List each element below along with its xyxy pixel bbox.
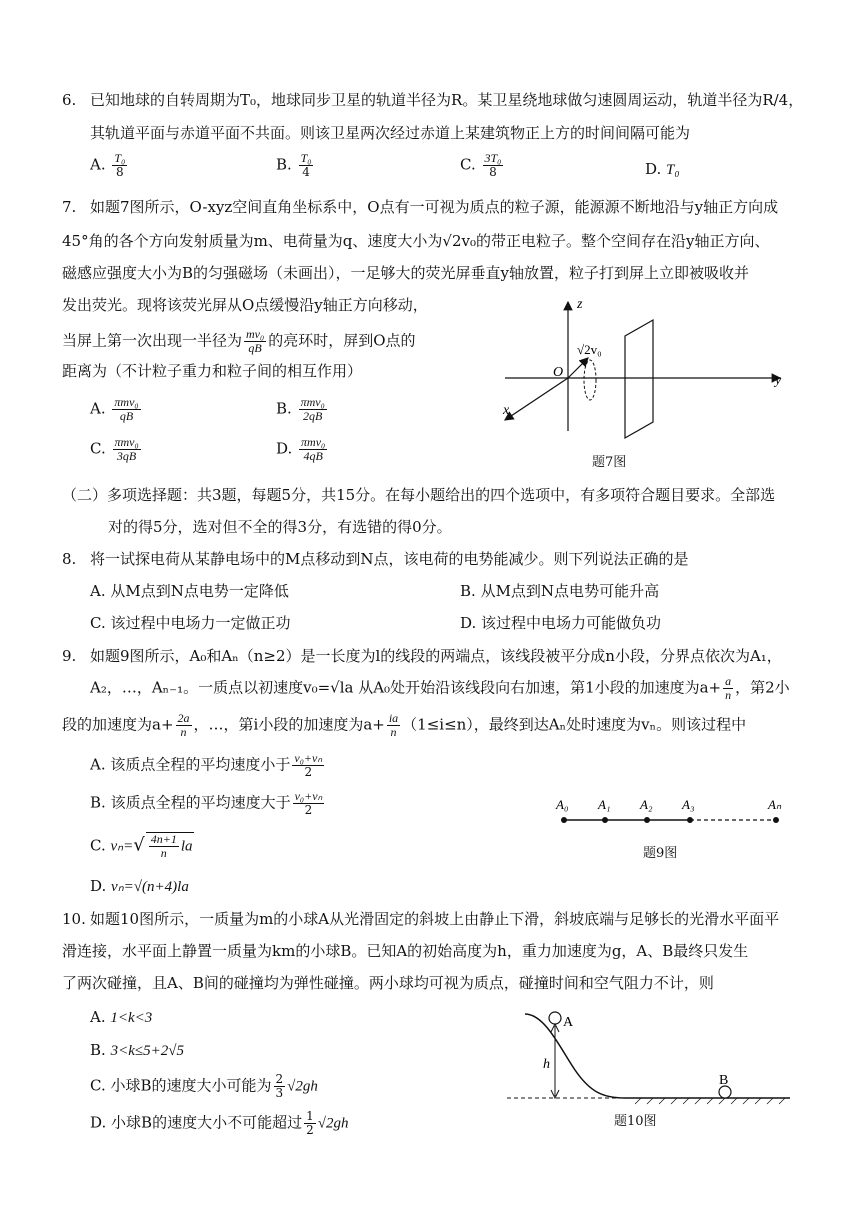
q7-option-c: C. πmv₀ 3qB <box>90 435 139 464</box>
fraction: $\frac{\text{v₀+vₙ}}{2}$ <box>294 751 323 780</box>
label-a3: A₃ <box>682 797 695 812</box>
x-label: x <box>503 403 510 418</box>
velocity-label: √2v₀ <box>577 342 602 357</box>
q9-option-a: A. 该质点全程的平均速度小于 $\frac{\text{v₀+vₙ}}{2}$ <box>90 751 323 780</box>
origin-label: O <box>553 365 564 380</box>
fraction: $\frac{\text{3T₀}}{8}$ <box>484 151 502 180</box>
q8-option-a: A. 从M点到N点电势一定降低 <box>90 582 289 600</box>
q9-option-c: C. vₙ=√ $\frac{4n+1}{n}$ la <box>90 832 193 861</box>
q10-option-a: A. 1<k<3 <box>90 1008 153 1026</box>
q9-stem-line3: 段的加速度为a+ $\frac{2a}{n}$ ，…，第i小段的加速度为a+ $\frac{ia}{n}$ （1≤i≤n），最终到达Aₙ处时速度为vₙ。则该过程中 <box>62 711 747 740</box>
option-label: B. <box>276 155 292 174</box>
q9-number: 9. <box>62 647 77 665</box>
q8-stem: 将一试探电荷从某静电场中的M点移动到N点，该电荷的电势能减少。则下列说法正确的是 <box>90 550 689 568</box>
q7-stem-line6: 距离为（不计粒子重力和粒子间的相互作用） <box>62 362 363 380</box>
q7-option-a: A. πmv₀ qB <box>90 395 139 424</box>
q10-number: 10. <box>62 910 86 928</box>
q7-figure-caption: 题7图 <box>592 455 627 470</box>
q8-number: 8. <box>62 550 77 568</box>
q6-option-a <box>90 152 129 179</box>
q7-stem-line2: 45°角的各个方向发射质量为m、电荷量为q、速度大小为√2v₀的带正电粒子。整个空间存在沿y轴正方向、 <box>62 232 770 250</box>
option-label: A. <box>90 155 106 174</box>
fraction: πmv₀ 3qB <box>114 435 139 464</box>
q10-option-c: C. 小球B的速度大小可能为 $\frac{2}{3}$ √2gh <box>90 1072 318 1101</box>
q7-stem-line5: 当屏上第一次出现一半径为 $\frac{\text{mv₀}}{qB}$ 的亮环时，屏到O点的 <box>62 327 416 356</box>
fraction: $\frac{4n+1}{n}$ <box>150 832 177 861</box>
fraction: πmv₀ 4qB <box>301 435 326 464</box>
fraction: $\frac{a}{n}$ <box>725 674 732 703</box>
slope-curve <box>525 1014 625 1098</box>
q6-option-c <box>460 152 505 179</box>
ball-a <box>549 1012 561 1024</box>
point-a2 <box>644 817 650 823</box>
label-an: Aₙ <box>768 797 782 812</box>
label-a1: A₁ <box>598 797 611 812</box>
q9-figure-caption: 题9图 <box>643 846 678 861</box>
q9-option-b: B. 该质点全程的平均速度大于 $\frac{\text{v₀+vₙ}}{2}$ <box>90 789 323 818</box>
option-text: T₀ <box>666 162 680 178</box>
q10-stem-line1: 如题10图所示，一质量为m的小球A从光滑固定的斜坡上由静止下滑，斜坡底端与足够长的光滑水平面平 <box>90 910 780 928</box>
q9-figure <box>550 796 795 836</box>
q8-option-d: D. 该过程中电场力可能做负功 <box>460 614 662 632</box>
q7-number: 7. <box>62 198 77 216</box>
point-a3 <box>687 817 693 823</box>
x-axis <box>505 378 568 420</box>
q7-option-b: B. πmv₀ 2qB <box>276 395 325 424</box>
section2-line2: 对的得5分，选对但不全的得3分，有选错的得0分。 <box>108 518 452 536</box>
fraction: $\frac{\text{v₀+vₙ}}{2}$ <box>294 789 323 818</box>
q10-option-b: B. 3<k≤5+2√5 <box>90 1041 184 1059</box>
trajectory-circle <box>584 360 596 400</box>
fraction: $\frac{\text{mv₀}}{qB}$ <box>246 327 265 356</box>
option-label: D. <box>645 160 662 178</box>
fraction: πmv₀ 2qB <box>300 395 325 424</box>
label-a: A <box>563 1015 574 1030</box>
q10-figure <box>505 1008 800 1108</box>
option-label: C. <box>460 155 476 174</box>
fraction: $\frac{1}{2}$ <box>306 1109 314 1138</box>
section2-line1: （二）多项选择题：共3题，每题5分，共15分。在每小题给出的四个选项中，有多项符合题目要求。全部选 <box>62 486 776 504</box>
point-a0 <box>561 817 567 823</box>
q7-option-d: D. πmv₀ 4qB <box>276 435 326 464</box>
q7-stem-line1: 如题7图所示，O-xyz空间直角坐标系中，O点有一可视为质点的粒子源，能源源不断地沿与y轴正方向成 <box>90 198 779 216</box>
y-label: y <box>775 373 782 388</box>
z-label: z <box>577 297 583 312</box>
q6-number: 6. <box>62 91 77 109</box>
fraction: πmv₀ qB <box>114 395 139 424</box>
fraction: $\frac{\text{T₀}}{4}$ <box>300 151 312 180</box>
q10-stem-line2: 滑连接，水平面上静置一质量为km的小球B。已知A的初始高度为h，重力加速度为g，A、B最终只发生 <box>62 942 749 960</box>
label-a2: A₂ <box>640 797 653 812</box>
q8-option-c: C. 该过程中电场力一定做正功 <box>90 614 291 632</box>
q7-stem-line3: 磁感应强度大小为B的匀强磁场（未画出），一足够大的荧光屏垂直y轴放置，粒子打到屏上立即被吸收并 <box>62 264 750 282</box>
fraction: $\frac{ia}{n}$ <box>388 711 399 740</box>
q9-stem-line1: 如题9图所示，A₀和Aₙ（n≥2）是一长度为l的线段的两端点，该线段被平分成n小段，分界点依次为A₁， <box>90 647 782 665</box>
q6-stem-line2: 其轨道平面与赤道平面不共面。则该卫星两次经过赤道上某建筑物正上方的时间间隔可能为 <box>90 124 691 142</box>
q9-stem-line2: A₂，…，Aₙ₋₁。一质点以初速度v₀=√la 从A₀处开始沿该线段向右加速，第1小段的加速度为a+ $\frac{a}{n}$ ，第2小 <box>90 674 790 703</box>
fraction: $\frac{2}{3}$ <box>275 1072 284 1101</box>
q10-option-d: D. 小球B的速度大小不可能超过 $\frac{1}{2}$ √2gh <box>90 1109 349 1138</box>
label-h: h <box>543 1057 550 1072</box>
screen <box>625 320 653 438</box>
point-a1 <box>602 817 608 823</box>
ground-hatch <box>635 1098 785 1104</box>
q7-figure <box>495 296 795 476</box>
q10-stem-line3: 了两次碰撞，且A、B间的碰撞均为弹性碰撞。两小球均可视为质点，碰撞时间和空气阻力不计，则 <box>62 974 714 992</box>
label-a0: A₀ <box>556 797 569 812</box>
q7-stem-line4: 发出荧光。现将该荧光屏从O点缓慢沿y轴正方向移动， <box>62 296 428 314</box>
label-b: B <box>719 1073 729 1088</box>
point-an <box>773 817 779 823</box>
q6-option-d <box>645 160 680 180</box>
fraction: $\frac{2a}{n}$ <box>177 711 190 740</box>
q8-option-b: B. 从M点到N点电势可能升高 <box>460 582 660 600</box>
q6-stem-line1: 已知地球的自转周期为T₀，地球同步卫星的轨道半径为R。某卫星绕地球做匀速圆周运动，轨道半径为R/4， <box>90 91 804 109</box>
q10-figure-caption: 题10图 <box>614 1114 657 1129</box>
q6-option-b <box>276 152 315 179</box>
q9-option-d: D. vₙ=√(n+4)la <box>90 877 189 895</box>
fraction: $\frac{\text{T₀}}{8}$ <box>114 151 126 180</box>
